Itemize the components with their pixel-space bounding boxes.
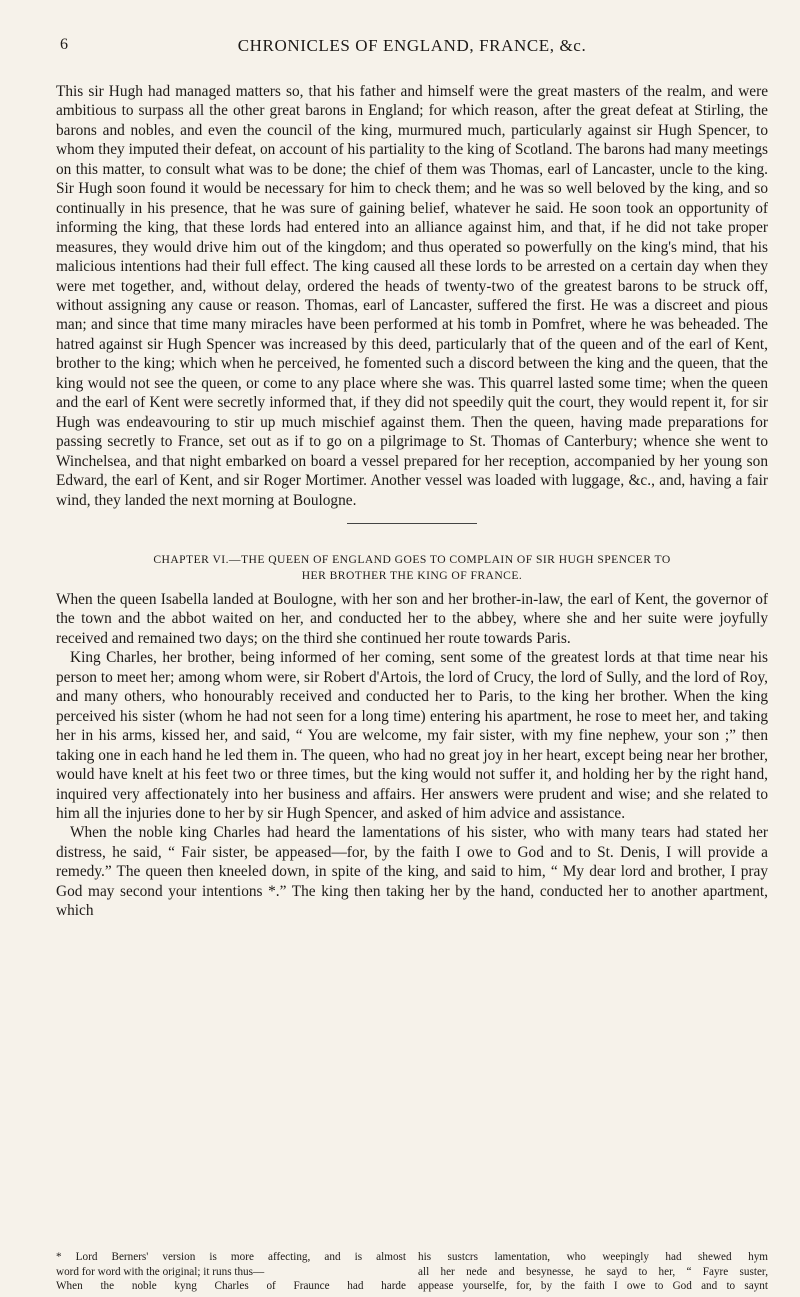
footnote-line: word for word with the original; it runs thus— — [56, 1265, 265, 1278]
page-number: 6 — [60, 36, 69, 53]
page-header — [56, 36, 768, 60]
footnote-line: all her nede and besynesse, he sayd to her, “ Fayre suster, — [418, 1265, 768, 1278]
paragraph: When the queen Isabella landed at Boulogne, with her son and her brother-in-law, the earl of Kent, the governor of the town and the abbot waited on her, and conducted her to the abbey, where she and her suite were joyfully received and remained two days; on the third she continued her route towards Paris. — [56, 590, 768, 647]
chapter-heading-line-2: HER BROTHER THE KING OF FRANCE. — [301, 568, 523, 582]
chapter-heading-line-1: CHAPTER VI.—THE QUEEN OF ENGLAND GOES TO COMPLAIN OF SIR HUGH SPENCER TO — [153, 552, 671, 566]
page-body — [56, 36, 768, 921]
section-divider — [347, 523, 477, 524]
running-title: CHRONICLES OF ENGLAND, FRANCE, &c. — [237, 36, 587, 55]
chapter-heading — [56, 552, 768, 584]
footnote-column-left — [56, 1250, 406, 1294]
footnote-line: * Lord Berners' version is more affecting, and is almost — [56, 1251, 406, 1263]
paragraph: King Charles, her brother, being informed of her coming, sent some of the greatest lords at that time near his person to meet her; among whom were, sir Robert d'Artois, the lord of Crucy, the lord of Sully, and the lord of Roy, and many others, who honourably received and conducted her to Paris, to the king her brother. When the king perceived his sister (whom he had not seen for a long time) entering his apartment, he rose to meet her, and taking her in his arms, kissed her, and said, “ You are welcome, my fair sister, with my fine nephew, your son ;” then taking one in each hand he led them in. The queen, who had no great joy in her heart, except being near her brother, would have knelt at his feet two or three times, but the king would not suffer it, and holding her by the right hand, inquired very affectionately into her business and affairs. Her answers were prudent and wise; and she related to him all the injuries done to her by sir Hugh Spencer, and asked of him advice and assistance. — [56, 649, 768, 822]
paragraph: When the noble king Charles had heard the lamentations of his sister, who with many tears had stated her distress, he said, “ Fair sister, be appeased—for, by the faith I owe to God and to St. Denis, I will provide a remedy.” The queen then kneeled down, in spite of the king, and said to him, “ My dear lord and brother, I pray God may second your intentions *.” The king then taking her by the hand, conducted her to another apartment, which — [56, 824, 768, 920]
footnote-line: his sustcrs lamentation, who weepingly had shewed hym — [418, 1251, 768, 1263]
footnote-column-right — [418, 1250, 768, 1294]
footnote — [56, 1250, 768, 1294]
paragraph: This sir Hugh had managed matters so, that his father and himself were the great masters of the realm, and were ambitious to surpass all the other great barons in England; for which reason, after the great defeat at Stirling, the barons and nobles, and even the council of the king, murmured much, particularly against sir Hugh Spencer, to whom they imputed their defeat, on account of his partiality to the king of Scotland. The barons had many meetings on this matter, to consult what was to be done; the chief of them was Thomas, earl of Lancaster, uncle to the king. Sir Hugh soon found it would be necessary for him to check them; and he was so well beloved by the king, and so continually in his presence, that he was sure of gaining belief, whatever he said. He soon took an opportunity of informing the king, that these lords had entered into an alliance against him, and that, if he did not take proper measures, they would drive him out of the kingdom; and thus operated so powerfully on the king's mind, that his malicious intentions had their full effect. The king caused all these lords to be arrested on a certain day when they were met together, and, without delay, ordered the heads of twenty-two of the greatest barons to be struck off, without assigning any cause or reason. Thomas, earl of Lancaster, suffered the first. He was a discreet and pious man; and since that time many miracles have been performed at his tomb in Pomfret, where he was beheaded. The hatred against sir Hugh Spencer was increased by this deed, particularly that of the queen and of the earl of Kent, brother to the king; which when he perceived, he fomented such a discord between the king and the queen, that the king would not see the queen, or come to any place where she was. This quarrel lasted some time; when the queen and the earl of Kent were secretly informed that, if they did not speedily quit the court, they would repent it, for sir Hugh was endeavouring to stir up much mischief against them. Then the queen, having made preparations for passing secretly to France, set out as if to go on a pilgrimage to St. Thomas of Canterbury; whence she went to Winchelsea, and that night embarked on board a vessel prepared for her reception, accompanied by her young son Edward, the earl of Kent, and sir Roger Mortimer. Another vessel was loaded with luggage, &c., and, having a fair wind, they landed the next morning at Boulogne. — [56, 83, 768, 509]
footnote-line: When the noble kyng Charles of Fraunce had harde — [56, 1280, 406, 1293]
footnote-line: appease yourselfe, for, by the faith I owe to God and to saynt — [418, 1280, 768, 1293]
